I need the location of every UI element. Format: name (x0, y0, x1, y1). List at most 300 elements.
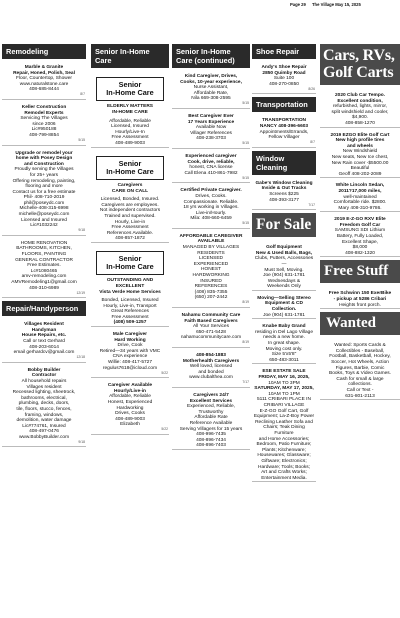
wanted-banner: Wanted (320, 312, 400, 335)
ad-run-code: 5/22 (161, 427, 168, 432)
ad-line: Must Sell, Moving. (264, 267, 304, 273)
ad-line: Experienced, Reliable, (187, 404, 235, 410)
ad-line: NANCY 408-396-6603 (259, 123, 309, 129)
ad-line: Gabe's Window Cleaning (255, 180, 313, 186)
classified-ad (252, 294, 316, 319)
ad-line: 408-489-9003 (115, 416, 145, 422)
ad-line: Licensed, Insured (111, 124, 149, 130)
ad-list (91, 72, 169, 435)
ad-line: residing in Del Lago Village (254, 329, 314, 335)
ad-line: Moving—Selling Stereo (257, 295, 311, 301)
ad-line: www.BobbyBuilder.com (18, 434, 70, 440)
ad-line: Joe (904) 631-1781 (263, 273, 305, 279)
ad-line: Equipment; La-Z-Boy Power (253, 414, 315, 420)
ad-line: 408-238-3703 (196, 136, 226, 142)
ad-line: LICENSED (199, 256, 223, 262)
ad-line: $4,900. (351, 115, 368, 121)
ad-line: www.naturalstone.care (19, 81, 69, 87)
classified-ad (172, 391, 250, 450)
ad-line: Free Assessment (111, 314, 149, 320)
ad-line: Geoff 408-202-2089 (338, 171, 382, 177)
ad-line: REFERENCES (194, 284, 228, 290)
ad-line: 408-489-9003 (115, 140, 145, 146)
classified-ad (320, 131, 400, 179)
ad-run-code: 12/19 (76, 290, 85, 295)
ad-line: Suite 100 (273, 76, 295, 82)
ad-line: 2020 Club Car Tempo. (334, 93, 386, 98)
ad-line: Free Assessment (111, 225, 149, 231)
ad-line: Call or Text - (346, 387, 374, 393)
ad-line: Books, Toys & Video Games. (329, 371, 391, 377)
ad-line: Art and Crafts Works; (261, 470, 307, 476)
ad-line: Recessed lighting, sheetrock, (12, 390, 76, 396)
ad-line: Floor, Countertop, Shower (16, 76, 72, 82)
ad-line: Andy's Shoe Repair (261, 65, 307, 70)
classified-ad (252, 322, 316, 364)
ad-line: Hard Working (114, 337, 146, 343)
ad-line: needs a new home. (263, 335, 305, 341)
ad-line: regulus7618@icloud.com (102, 365, 158, 371)
ad-line: RESIDENTS (197, 250, 225, 256)
logo-box-line: In-Home Care (106, 166, 154, 176)
ad-line: Kind Caregiver, Drives, (184, 74, 238, 79)
ad-line: flooring and more (25, 184, 63, 190)
ad-run-code: 8/7 (80, 92, 85, 97)
section-heading: Senior In-Home Care (continued) (172, 44, 250, 68)
logo-box-line: Senior (118, 253, 142, 263)
ad-line: Wanted: Sports Cards & (334, 343, 386, 349)
ad-line: Faith Based Caregivers (184, 318, 238, 324)
ad-line: 5111 CRIBARI PLACE IN (257, 397, 311, 403)
ad-line: Figures, Barbie, Comic (335, 365, 385, 371)
ad-list (2, 320, 86, 447)
ad-line: All Your Services (193, 324, 229, 330)
ad-line: AVAILABLE (197, 239, 225, 245)
ad-run-code: 5/15 (242, 175, 249, 180)
ad-run-code: 8/19 (242, 340, 249, 345)
ad-line: Lic#1032242 (30, 223, 58, 229)
ad-line: 408-393-3177 (269, 197, 299, 203)
classified-ad (2, 103, 86, 146)
ad-line: framing, windows, (24, 412, 64, 418)
column-senior-care (91, 44, 169, 438)
ad-line: Upgrade or remodel your (15, 150, 73, 156)
logo-box-line: Senior (118, 158, 142, 168)
classified-ad (172, 186, 250, 229)
classified-ad (91, 381, 169, 435)
classified-ad (2, 149, 86, 236)
classified-ad (252, 367, 316, 482)
ad-line: since 2006 (32, 121, 56, 127)
ad-line: and bonded (198, 369, 224, 375)
ad-line: Fellow Villager (268, 135, 300, 141)
ad-line: Offering remodeling, painting, (12, 178, 76, 184)
ad-line: collections. (348, 382, 372, 388)
ad-line: New Rain cover -$5500.00 (331, 160, 389, 166)
ad-line: New Windshield (342, 149, 378, 155)
column-remodeling (2, 44, 86, 450)
ad-line: Not independent contractors (99, 208, 161, 214)
ad-line: Drives, Cooks. (195, 193, 227, 199)
ad-line: Screens $225 (269, 191, 299, 197)
ad-line: Free Schwinn 150 ExerBike (328, 291, 392, 297)
ad-line: Proudly serving the Villages (14, 167, 74, 173)
classified-ad (91, 330, 169, 378)
classified-ad (172, 112, 250, 149)
ad-line: Contact us for a free estimate (12, 189, 76, 195)
ad-line: White Lincoln Sedan, (335, 183, 385, 189)
ad-line: CARE ON CALL (111, 188, 149, 194)
ad-line: Servicing The Villages (20, 116, 68, 122)
classified-ad (91, 151, 169, 243)
ad-line: Available Now (195, 125, 227, 131)
ad-line: for 25+ years (29, 172, 59, 178)
ad-line: amv-remodeling.com (21, 274, 67, 280)
ad-line: Repair, Honed, Polish, Seal (13, 70, 75, 76)
ad-line: Cook, drive, reliable, (187, 159, 235, 165)
classified-ad (252, 116, 316, 147)
ad-line: 408-799-8854 (29, 132, 59, 138)
ad-line: Equipment & CD Collection. (265, 301, 303, 313)
ad-line: HARDWORKING (192, 273, 230, 279)
ad-line: 17 Years Experience (187, 119, 235, 125)
classified-ad (2, 366, 86, 448)
ad-line: Caregivers 24/7 (193, 392, 229, 398)
ad-line: Live-in/Hourly. (195, 210, 227, 216)
ad-line: CNA experience (112, 354, 148, 360)
ad-line: SAMSUNG SDI Lithium (334, 228, 386, 234)
ad-line: Trained and supervised. (104, 213, 156, 219)
ad-line: and Construction (24, 161, 64, 167)
ad-run-code: 5/15 (78, 137, 85, 142)
section-heading: Senior In-Home Care (91, 44, 169, 68)
ad-line: Marble & Granite (24, 65, 64, 70)
classified-ad (2, 63, 86, 100)
ad-line: 10AM TO 3PM (268, 380, 300, 386)
cars-banner (320, 44, 400, 85)
ad-line: 408-882-1320 (345, 250, 375, 256)
logo-box-line: Senior (118, 80, 142, 89)
ad-line: 2850 Quimby Road (262, 70, 306, 76)
ad-line: INSURED (200, 278, 222, 284)
ad-list (320, 91, 400, 257)
page-number: Page 29 (290, 2, 306, 7)
ad-line: Clubs, Putters, Accessories— (254, 256, 314, 267)
column-classifieds (320, 44, 400, 403)
column-services (252, 44, 316, 485)
ad-line: 10AM TO 1PM (268, 391, 300, 397)
ad-line: nahamucommunitycare.com (180, 335, 242, 341)
senior-care-logo-box (96, 77, 164, 101)
ad-run-code: 5/15 (242, 101, 249, 106)
column-senior-care-continued (172, 44, 250, 453)
ad-line: Affordable, Reliable (109, 118, 151, 124)
ad-line: Knabe Baby Grand (262, 324, 306, 330)
ad-run-code: 5/22 (161, 370, 168, 375)
ad-line: 408-270-0850 (269, 81, 299, 87)
ad-line: Excellent condition, (337, 98, 383, 104)
ad-line: Bonded, Licensed, Insured (101, 298, 159, 304)
ad-line: Hourly, Live-in (114, 219, 146, 225)
ad-line: AMVRemodeling1@gmail.com (11, 280, 77, 285)
ad-line: Affordable, Reliable (109, 394, 151, 400)
ad-line: Licensed and Insured (21, 217, 67, 223)
ad-line: Wednesdays & (267, 278, 301, 284)
ad-run-code: 12/18 (76, 355, 85, 360)
ad-line: Villager References (190, 130, 232, 136)
ad-line: Hardworking (116, 405, 144, 411)
ad-line: Reclining Leather Sofa and (255, 419, 313, 425)
ad-line: Plants; Kitchenware; (262, 447, 306, 453)
ad-line: CRIBARI VILLAGE (263, 402, 305, 408)
ad-line: Giftware; Electronics; (261, 458, 307, 464)
ad-line: Entertainment Media. (261, 475, 307, 481)
ad-run-code: 7/17 (242, 380, 249, 385)
ad-line: Caregivers are employees. (101, 202, 159, 208)
classified-ad (172, 152, 250, 183)
ad-line: Football, Basketball, Hockey, (329, 354, 391, 360)
senior-care-logo-box (96, 156, 164, 180)
ad-line: 408-854-1883 (196, 352, 226, 358)
ad-line: Caregiver Available (107, 383, 153, 389)
ad-line: well-maintained (343, 194, 377, 200)
ad-line: Villages resident (26, 384, 62, 390)
classified-ad (252, 179, 316, 210)
classified-ad (172, 311, 250, 348)
ad-line: ELDERLY MATTERS (106, 104, 154, 110)
ad-line: Retired—34 years with VMC (99, 348, 161, 354)
ad-line: Compassionate. Reliable. (183, 199, 239, 205)
ad-line: Mila: 408-660-6459 (190, 216, 232, 222)
ad-line: Appointments/Errands, (259, 129, 309, 135)
ad-line: New seats, New Ice chest, (331, 154, 389, 160)
classified-ad (320, 215, 400, 257)
ad-line: FLOORS, PAINTING (21, 252, 67, 258)
ad-line: Soccer, Hot Wheels, Action (331, 360, 389, 365)
ad-line: EXPERIENCED (193, 261, 229, 267)
cars-banner-line: Cars, RVs, (323, 47, 395, 64)
free-stuff-banner: Free Stuff (320, 260, 400, 283)
ad-line: 631-801-2113 (345, 393, 375, 399)
ad-run-code: 9/18 (78, 228, 85, 233)
ad-line: Excellent Services (189, 398, 233, 404)
ad-line: Serving Villagers for 15 years (179, 426, 243, 432)
ad-line: Reference Available (189, 420, 233, 426)
logo-box-line: In-Home Care (106, 262, 154, 272)
classified-ad (320, 289, 400, 309)
ad-line: Hourly, Live-in, Transport (103, 303, 157, 309)
ad-line: email gerhardcv@gmail.com (13, 350, 75, 356)
ad-line: Certified Private Caregiver. (180, 188, 242, 194)
ad-line: References Available. (106, 230, 154, 236)
classified-ad (172, 72, 250, 109)
senior-care-logo-box (96, 251, 164, 275)
ad-line: 650-471-5428 (196, 329, 226, 335)
ad-line: OUTSTANDING AND (106, 278, 154, 284)
section-heading: Window Cleaning (252, 151, 316, 175)
ad-line: House Repairs, etc. (21, 333, 67, 339)
section-heading: Shoe Repair (252, 44, 316, 59)
ad-list (2, 63, 86, 298)
ad-line: Lic#950188 (31, 127, 57, 133)
ad-line: 2011?17,000 miles, (338, 188, 382, 194)
classified-ad (91, 246, 169, 327)
ad-line: Comfortable ride. $2800. (333, 200, 387, 206)
ad-line: Male Caregiver (112, 332, 148, 338)
section-heading: Repair/Handyperson (2, 301, 86, 316)
ad-line: Caregivers (117, 182, 143, 188)
ad-line: and Home Accessories; (258, 436, 310, 442)
ad-line: michelle@poseydc.com (18, 212, 70, 218)
ad-line: $8,000 (352, 245, 368, 251)
ad-line: Lic#774761, Insured (22, 423, 66, 429)
ad-line: Affordable Rate (194, 415, 228, 421)
ad-line: Nahamu Community Care (181, 313, 241, 318)
ad-line: Trustworthy (198, 409, 224, 415)
ad-run-code: 5/15 (242, 221, 249, 226)
ad-line: honest, CNA license (189, 165, 233, 171)
ad-line: Cash for small & large (336, 376, 384, 382)
ad-line: Battery, Fully Loaded, (336, 234, 384, 240)
ad-line: Contractor (31, 373, 57, 379)
ad-line: Affordable Rate, (193, 90, 229, 96)
ad-line: Inside & Out Tracks (261, 186, 307, 192)
ad-line: phil@poseydc.com (23, 200, 65, 206)
ad-line: plumbing, decks, doors, (18, 401, 70, 407)
ad-line: E-Z-GO Golf Cart, Golf (259, 408, 309, 414)
ad-line: BATHROOMS, KITCHEN, (16, 246, 72, 252)
ad-line: home with Posey Design (15, 156, 73, 162)
section-heading: Remodeling (2, 44, 86, 59)
ad-line: (408) 509-1257 (113, 320, 147, 326)
ad-line: GENERAL CONTRACTOR (15, 257, 73, 263)
ad-line: 408-310-6989 (29, 285, 59, 291)
publication-title: The Village May 15, 2025 (312, 2, 361, 7)
ad-line: - pickup at 5286 Cribari (333, 297, 387, 303)
ad-line: Motherhealth Caregivers (182, 358, 240, 364)
classified-ad (172, 351, 250, 388)
ad-line: ESE ESTATE SALE (262, 369, 306, 375)
ad-line: MANAGED BY VILLAGES (182, 245, 240, 251)
ad-line: Phil- 408-710-2019 (23, 195, 65, 201)
ad-line: Experienced caregiver (185, 153, 237, 159)
ad-line: Licensed, Bonded, Insured. (100, 197, 160, 203)
ad-line: 650-483-3011 (269, 357, 299, 363)
ad-line: HONEST (201, 267, 221, 273)
ad-line: Elizabeth (120, 422, 140, 428)
page-header (0, 0, 400, 10)
ad-line: Great References (111, 309, 149, 315)
ad-run-code: 9/18 (78, 439, 85, 444)
ad-line: Mary 408-310-9786. (338, 205, 382, 211)
section-heading: Transportation (252, 97, 316, 112)
ad-line: Drives, Cooks (115, 411, 145, 417)
classified-ad (320, 341, 400, 400)
classified-ad (2, 239, 86, 298)
ad-line: Hardware; Tools; Books; (258, 464, 310, 470)
ad-line: 408-896-7434 (196, 437, 226, 443)
ad-run-code: 5/15 (242, 141, 249, 146)
ad-line: (408) 835-7355 (194, 289, 228, 295)
classified-ad (2, 320, 86, 363)
ad-line: Free Assessment (111, 135, 149, 141)
ad-line: 408-996-7435 (196, 432, 226, 438)
ad-line: New high profile tires (335, 138, 385, 144)
ad-list (320, 341, 400, 400)
ad-line: Excellent Shape, (341, 239, 378, 245)
ad-line: 408-685-8444 (29, 87, 59, 93)
ad-line: Call or text Gerhard (23, 338, 65, 344)
ad-list (252, 116, 316, 147)
classified-ad (320, 181, 400, 212)
ad-line: Drive, Cook (117, 343, 143, 349)
ad-line: Nila 669-308-2595 (191, 96, 231, 102)
ad-line: Villages Resident (24, 322, 64, 328)
ad-line: Collectibles - Baseball, (335, 348, 385, 354)
ad-line: Remodel Experts (24, 110, 64, 116)
ad-line: TRANSPORTATION (261, 118, 307, 124)
ad-line: 408-857-1872 (115, 236, 145, 242)
ad-line: Free Estimates. (27, 263, 61, 269)
ad-line: bathrooms, electrical, (21, 395, 67, 401)
ad-line: (650) 207-2442 (194, 295, 228, 301)
ad-run-code: 8/7 (310, 140, 315, 145)
ad-line: 2019 E-Z-GO RXV Elite (334, 217, 386, 223)
ad-run-code: 7/17 (308, 202, 315, 207)
ad-line: Chairs; Teak Dining Furniture (263, 425, 305, 436)
ad-line: tile, floors, stucco, fences, (16, 406, 72, 412)
ad-line: Joe (904) 631-1781 (263, 312, 305, 318)
classified-ad (91, 72, 169, 148)
ad-line: refurbished, lights, mirror, (332, 104, 388, 110)
ad-line: and wheels (347, 143, 373, 149)
classified-ad (320, 91, 400, 128)
ad-line: 18 yrs working in Villages. (183, 205, 239, 211)
ad-line: Michelle-408-315-6998 (19, 206, 69, 212)
ad-line: Hourly/Live-in (114, 388, 146, 394)
ad-line: SATURDAY, MAY 17, 2025, (254, 386, 314, 392)
ad-line: Size 5'x5'8" (271, 352, 297, 358)
ad-line: Bedroom, Patio Furniture; (256, 442, 312, 448)
ad-run-code: 8/19 (242, 300, 249, 305)
ad-line: Well loved, licensed (189, 364, 233, 370)
ad-line: 408-497-0476 (29, 429, 59, 435)
cars-banner-line: Golf Carts (323, 64, 394, 81)
ad-line: Vista Verde Home Services (99, 289, 161, 295)
classified-ad (252, 63, 316, 94)
ad-line: Cooks, 10-year experience, (180, 79, 242, 85)
ad-line: Best Caregiver Ever (188, 113, 234, 119)
ad-line: AFFORDABLE CAREGIVER (179, 233, 243, 239)
ad-line: FRIDAY, MAY 16, 2025, (258, 375, 310, 380)
ad-line: Honest, Experienced (107, 400, 153, 405)
ad-line: Call Elena 410-861-7982 (184, 170, 238, 176)
ad-list (320, 289, 400, 309)
ad-line: Moving cost only. (265, 346, 303, 352)
ad-line: 2019 EZGO Elite Golf Cart (330, 132, 390, 138)
for-sale-banner: For Sale (252, 213, 316, 237)
ad-line: Lc#1080465 (30, 268, 58, 274)
ad-line: Willie: 408-417-5727 (108, 360, 152, 366)
logo-box-line: In-Home Care (106, 88, 154, 98)
ad-line: demolition, water damage (16, 418, 72, 424)
ad-line: New & Used Balls, Bags, (255, 250, 313, 256)
ad-line: Golf Equipment (266, 245, 302, 251)
ad-list (252, 179, 316, 210)
ad-line: Weekends Only (267, 284, 301, 290)
ad-line: Nurse Assistant, (193, 85, 229, 91)
ad-line: All household repairs (21, 378, 67, 384)
